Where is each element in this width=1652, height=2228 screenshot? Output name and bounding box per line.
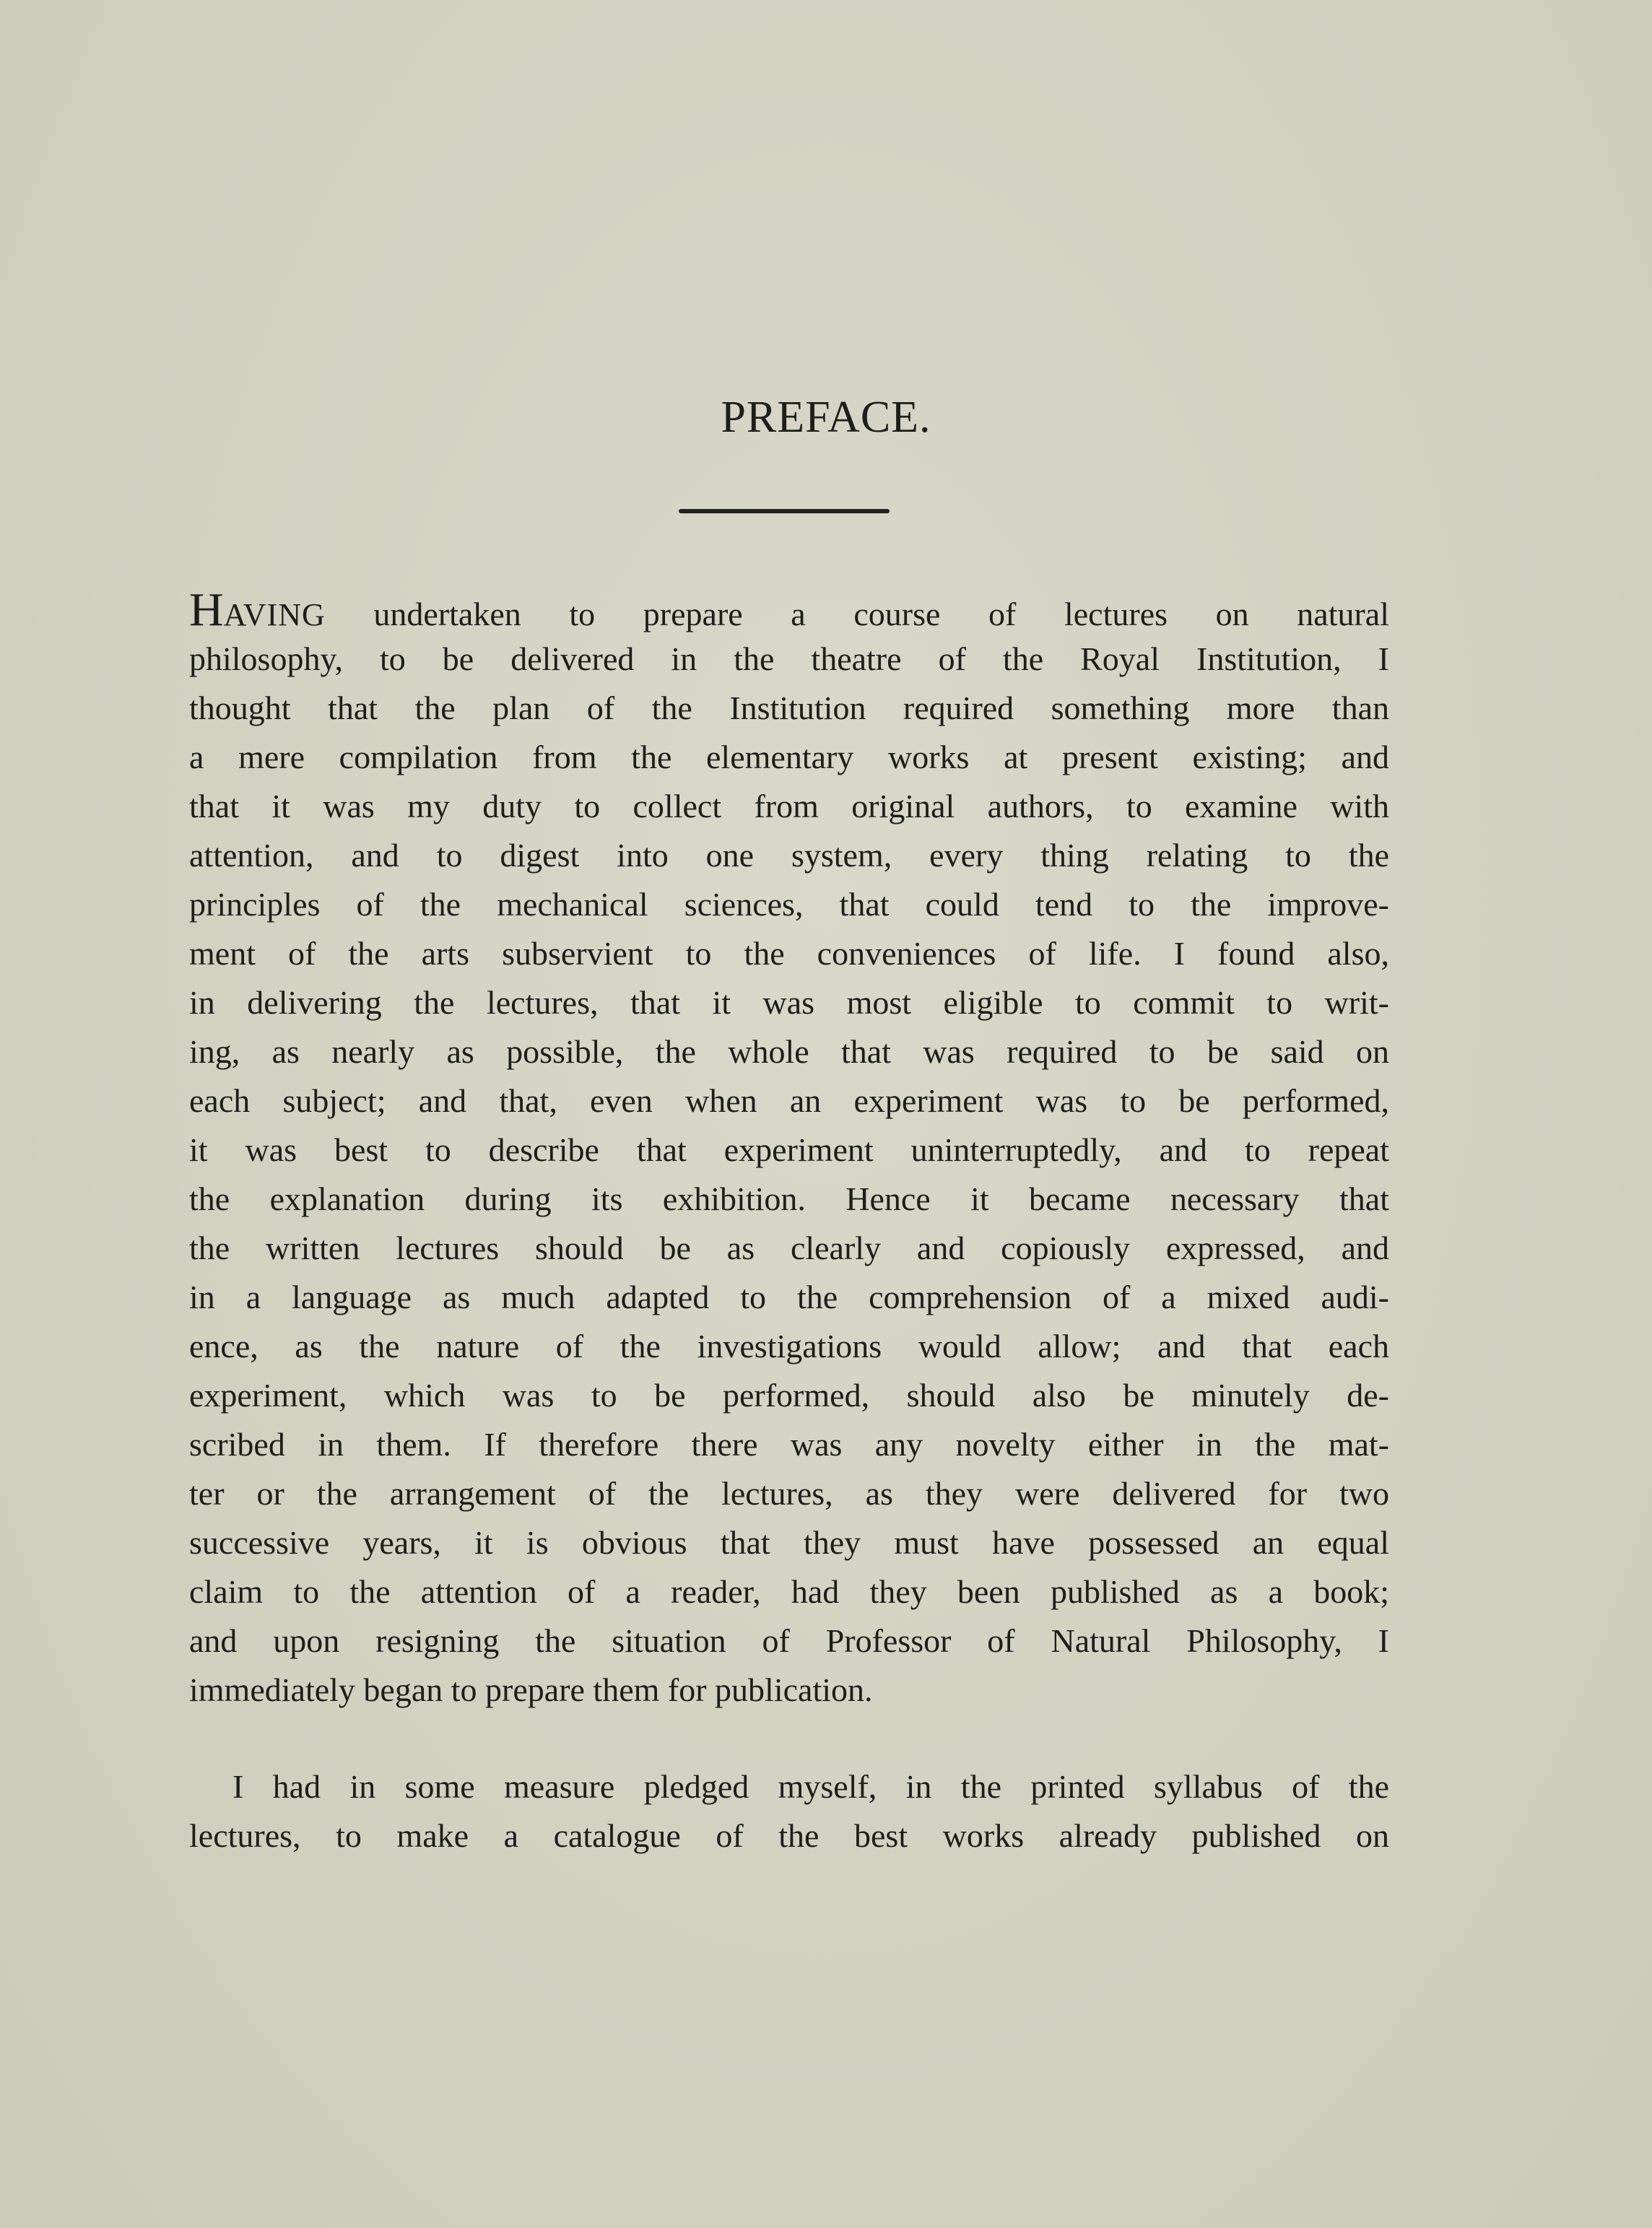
text-line: in a language as much adapted to the comprehension of a mixed audi- xyxy=(189,1279,1389,1315)
text-line: the written lectures should be as clearly and copiously expressed, and xyxy=(189,1230,1389,1266)
text-line: it was best to describe that experiment uninterruptedly, and to repeat xyxy=(189,1131,1389,1168)
page-title: PREFACE. xyxy=(721,393,931,442)
title-rule-divider xyxy=(679,509,890,513)
text-line: and upon resigning the situation of Professor of Natural Philosophy, I xyxy=(189,1622,1389,1659)
text-line: ence, as the nature of the investigations would allow; and that each xyxy=(189,1328,1389,1365)
text-line: claim to the attention of a reader, had they been published as a book; xyxy=(189,1573,1389,1610)
text-line: scribed in them. If therefore there was any novelty either in the mat- xyxy=(189,1426,1389,1463)
text-line: ing, as nearly as possible, the whole that was required to be said on xyxy=(189,1033,1389,1070)
text-line: ter or the arrangement of the lectures, as they were delivered for two xyxy=(189,1475,1389,1512)
paragraph-1 xyxy=(189,583,1389,1715)
text-line: experiment, which was to be performed, should also be minutely de- xyxy=(189,1377,1389,1414)
text-line: I had in some measure pledged myself, in the printed syllabus of the xyxy=(232,1768,1389,1805)
first-line-text: undertaken to prepare a course of lectures on natural xyxy=(325,596,1389,632)
text-line: the explanation during its exhibition. Hence it became necessary that xyxy=(189,1180,1389,1217)
text-line xyxy=(189,583,1389,636)
text-line: each subject; and that, even when an experiment was to be performed, xyxy=(189,1082,1389,1119)
text-line: thought that the plan of the Institution required something more than xyxy=(189,689,1389,726)
paragraph-2 xyxy=(189,1762,1389,1861)
text-line: principles of the mechanical sciences, that could tend to the improve- xyxy=(189,886,1389,923)
text-line: successive years, it is obvious that they must have possessed an equal xyxy=(189,1524,1389,1561)
drop-cap: H xyxy=(189,583,224,636)
text-line: attention, and to digest into one system, every thing relating to the xyxy=(189,837,1389,874)
preface-body xyxy=(189,583,1389,1861)
text-line: a mere compilation from the elementary works at present existing; and xyxy=(189,739,1389,775)
text-line: in delivering the lectures, that it was most eligible to commit to writ- xyxy=(189,984,1389,1021)
text-line: immediately began to prepare them for publication. xyxy=(189,1671,873,1708)
text-line: ment of the arts subservient to the conveniences of life. I found also, xyxy=(189,935,1389,972)
paragraph-gap xyxy=(189,1715,1389,1762)
text-line: that it was my duty to collect from original authors, to examine with xyxy=(189,788,1389,824)
small-caps-word: AVING xyxy=(223,597,326,632)
text-line: philosophy, to be delivered in the theatre of the Royal Institution, I xyxy=(189,640,1389,677)
text-line: lectures, to make a catalogue of the best works already published on xyxy=(189,1817,1389,1854)
